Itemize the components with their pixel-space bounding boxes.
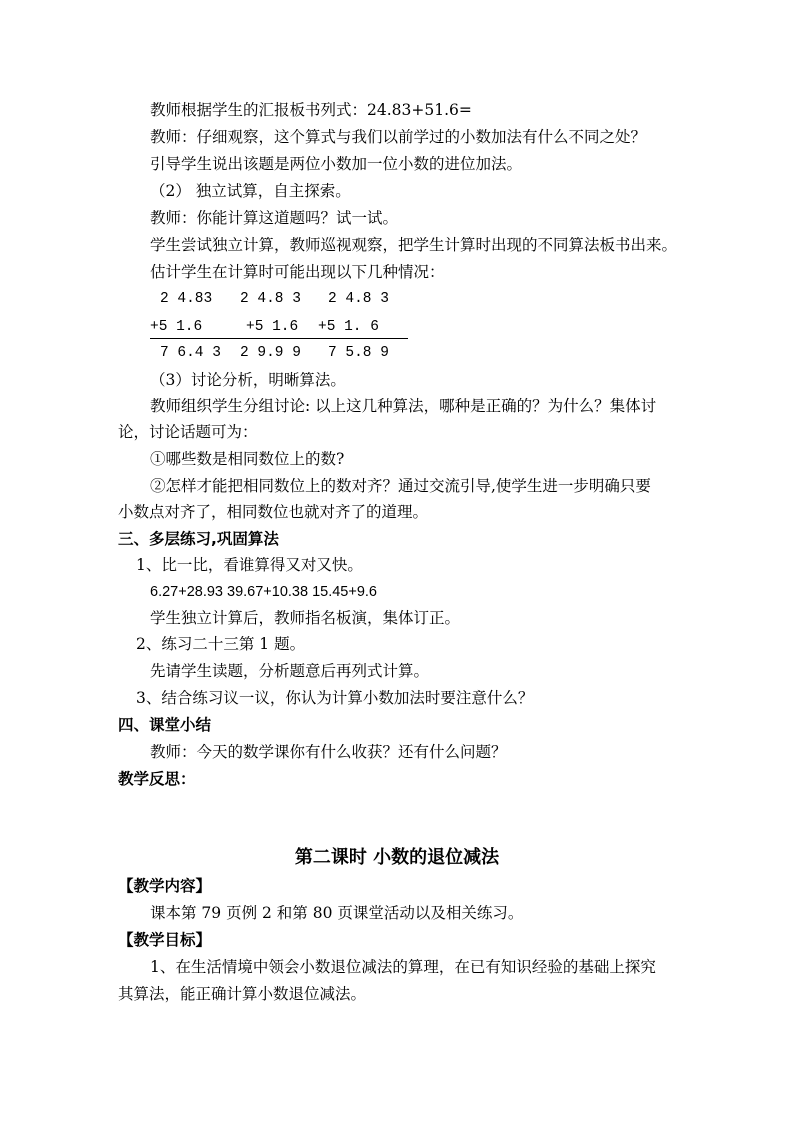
paragraph-line: 1、在生活情境中领会小数退位减法的算理，在已有知识经验的基础上探究: [150, 958, 656, 976]
lesson-title: 第二课时 小数的退位减法: [294, 847, 500, 868]
list-item: 3、结合练习议一议，你认为计算小数加法时要注意什么？: [136, 689, 534, 707]
section-heading: 四、课堂小结: [118, 716, 212, 734]
paragraph-line: ①哪些数是相同数位上的数?: [150, 450, 345, 468]
section-heading: 【教学目标】: [118, 931, 212, 949]
paragraph-line: 其算法，能正确计算小数退位减法。: [118, 985, 367, 1003]
calc-sum-line: [150, 338, 408, 339]
paragraph-line: （3）讨论分析，明晰算法。: [150, 371, 346, 389]
reflection-label: 教学反思：: [118, 770, 196, 788]
calc-addend-2: +5 1.6: [246, 319, 299, 335]
paragraph-line: 引导学生说出该题是两位小数加一位小数的进位加法。: [150, 155, 523, 173]
paragraph-line: 教师：今天的数学课你有什么收获？还有什么问题？: [150, 743, 507, 761]
calc-addend-1: 2 4.8 3: [240, 291, 301, 307]
calc-sum: 7 5.8 9: [328, 345, 389, 361]
paragraph-line: 学生独立计算后，教师指名板演，集体订正。: [150, 609, 461, 627]
paragraph-line: 课本第 79 页例 2 和第 80 页课堂活动以及相关练习。: [150, 904, 524, 922]
calc-addend-1: 2 4.8 3: [328, 291, 389, 307]
paragraph-line: 论，讨论话题可为：: [118, 423, 258, 441]
section-heading: 【教学内容】: [118, 877, 212, 895]
paragraph-line: 教师：仔细观察，这个算式与我们以前学过的小数加法有什么不同之处？: [150, 128, 647, 146]
section-heading: 三、多层练习,巩固算法: [118, 530, 279, 548]
paragraph-line: 估计学生在计算时可能出现以下几种情况：: [150, 263, 445, 281]
paragraph-line: （2） 独立试算，自主探索。: [150, 182, 351, 200]
paragraph-line: ②怎样才能把相同数位上的数对齐？通过交流引导,使学生进一步明确只要: [150, 477, 651, 495]
paragraph-line: 教师：你能计算这道题吗？试一试。: [150, 209, 399, 227]
calc-addend-2: +5 1. 6: [318, 319, 379, 335]
calc-sum: 7 6.4 3: [160, 345, 221, 361]
calc-addend-2: +5 1.6: [150, 319, 203, 335]
exercise-expressions: 6.27+28.93 39.67+10.38 15.45+9.6: [150, 584, 377, 600]
paragraph-line: 先请学生读题，分析题意后再列式计算。: [150, 662, 430, 680]
list-item: 1、比一比，看谁算得又对又快。: [136, 556, 363, 574]
paragraph-line: 小数点对齐了，相同数位也就对齐了的道理。: [118, 503, 429, 521]
calc-addend-1: 2 4.83: [160, 291, 213, 307]
paragraph-line: 教师组织学生分组讨论: 以上这几种算法，哪种是正确的？为什么？集体讨: [150, 397, 657, 415]
list-item: 2、练习二十三第 1 题。: [136, 635, 306, 653]
paragraph-line: 教师根据学生的汇报板书列式：24.83+51.6=: [150, 101, 472, 119]
paragraph-line: 学生尝试独立计算，教师巡视观察，把学生计算时出现的不同算法板书出来。: [150, 236, 678, 254]
calc-sum: 2 9.9 9: [240, 345, 301, 361]
